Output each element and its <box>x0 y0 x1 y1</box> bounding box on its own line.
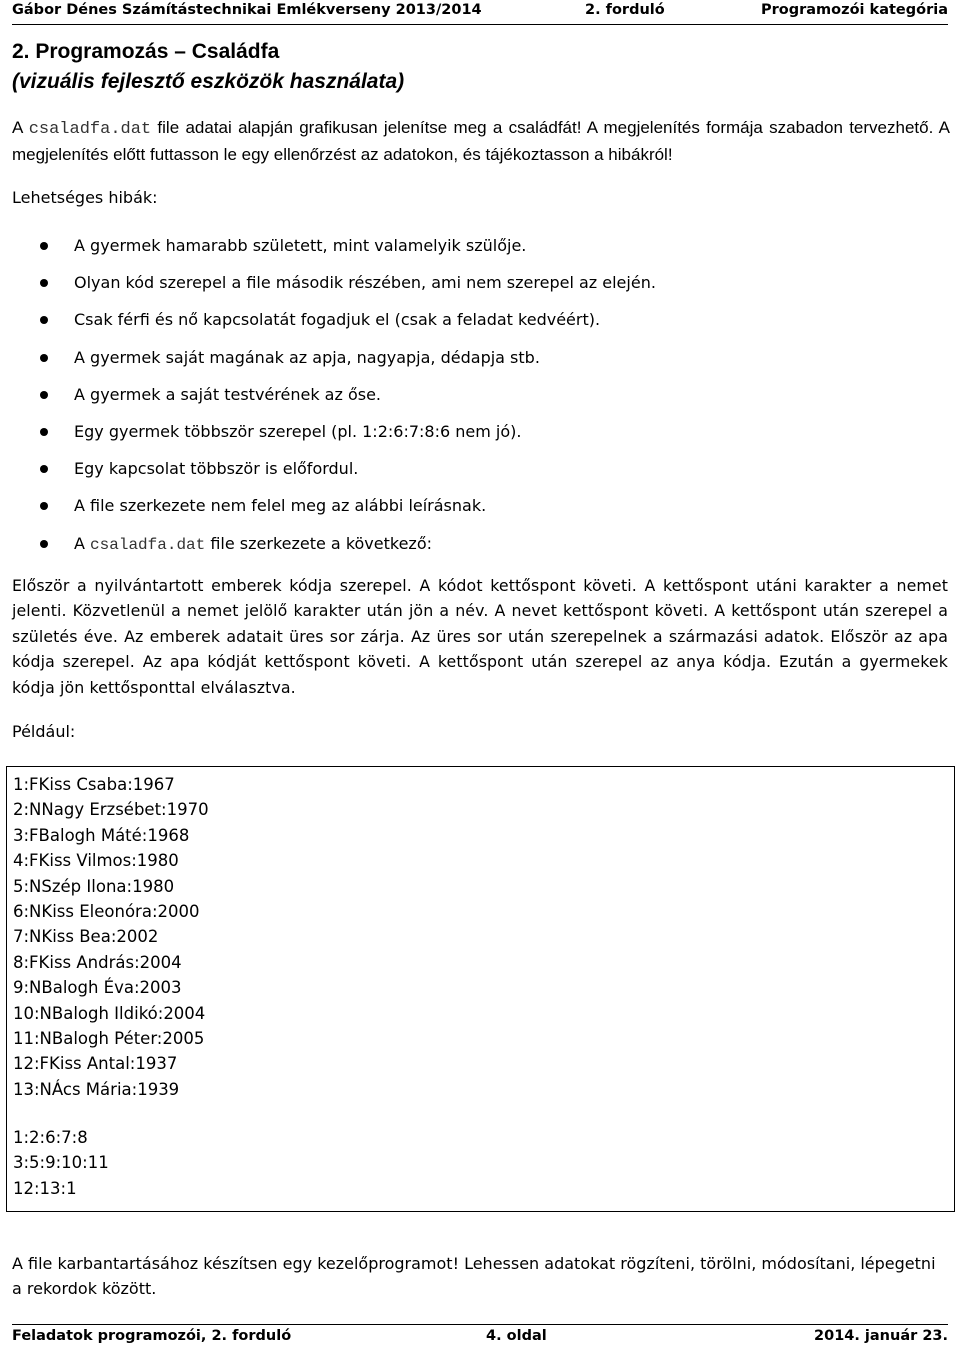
intro-pre: A <box>12 118 29 137</box>
bullet-icon <box>40 428 48 436</box>
footer-left: Feladatok programozói, 2. forduló <box>12 1328 292 1344</box>
bullet-icon <box>40 540 48 548</box>
page-header <box>12 0 948 25</box>
example-line: 13:NÁcs Mária:1939 <box>13 1079 180 1099</box>
intro-post: file adatai alapján grafikusan jelenítse meg a családfát! A megjelenítés formája szabadon tervezhető. A megjelenítés előtt futtasson le egy ellenőrzést az adatokon, és tájékoztasson a hibákról! <box>12 118 951 164</box>
closing-paragraph: A file karbantartásához készítsen egy kezelőprogramot! Lehessen adatokat rögzíteni, törölni, módosítani, lépegetni a rekordok között. <box>12 1254 936 1299</box>
example-line: 9:NBalogh Éva:2003 <box>13 978 182 998</box>
task-title <box>12 37 404 97</box>
header-category: Programozói kategória <box>761 2 948 18</box>
bullet-icon <box>40 316 48 324</box>
list-item: Egy gyermek többször szerepel (pl. 1:2:6:7:8:6 nem jó). <box>40 420 656 457</box>
example-line: 8:FKiss András:2004 <box>13 952 182 972</box>
example-people-lines <box>13 772 209 1102</box>
bullet-icon <box>40 242 48 250</box>
bullet-icon <box>40 354 48 362</box>
file-format-description: Először a nyilvántartott emberek kódja szerepel. A kódot kettőspont követi. A kettőspont utáni karakter a nemet jelenti. Közvetlenül a nemet jelölő karakter után jön a név. A nevet kettőspont követi. A kettőspont után szerepel a születés éve. Az emberek adatait üres sor zárja. Az üres sor után szerepelnek a származási adatok. Először az apa kódja szerepel. Az apa kódját kettőspont követi. A kettőspont után szerepel az anya kódja. Ezután a gyermekek kódja jön kettősponttal elválasztva. <box>12 576 948 697</box>
example-line: 3:5:9:10:11 <box>13 1153 109 1173</box>
bullet-icon <box>40 465 48 473</box>
file-structure-filename: csaladfa.dat <box>90 535 206 554</box>
intro-filename: csaladfa.dat <box>28 120 152 139</box>
example-line: 12:FKiss Antal:1937 <box>13 1054 178 1074</box>
errors-list <box>40 234 656 569</box>
example-line: 5:NSzép Ilona:1980 <box>13 876 175 896</box>
list-item: Csak férfi és nő kapcsolatát fogadjuk el (csak a feladat kedvéért). <box>40 308 656 345</box>
bullet-icon <box>40 502 48 510</box>
footer-page-number: 4. oldal <box>486 1328 547 1344</box>
example-line: 10:NBalogh Ildikó:2004 <box>13 1003 206 1023</box>
example-line: 4:FKiss Vilmos:1980 <box>13 851 179 871</box>
list-item-file-structure: A csaladfa.dat file szerkezete a következő: <box>40 532 656 569</box>
task-title-sub: (vizuális fejlesztő eszközök használata) <box>12 70 405 93</box>
page-footer <box>12 1324 948 1349</box>
errors-label: Lehetséges hibák: <box>12 188 158 207</box>
list-item: Egy kapcsolat többször is előfordul. <box>40 457 656 494</box>
task-title-main: 2. Programozás – Családfa <box>12 40 280 63</box>
example-line: 3:FBalogh Máté:1968 <box>13 825 190 845</box>
bullet-icon <box>40 391 48 399</box>
example-line: 12:13:1 <box>13 1178 77 1198</box>
bullet-icon <box>40 279 48 287</box>
example-line: 1:FKiss Csaba:1967 <box>13 775 175 794</box>
header-round: 2. forduló <box>585 2 665 18</box>
example-line: 2:NNagy Erzsébet:1970 <box>13 800 209 820</box>
list-item: Olyan kód szerepel a file második részében, ami nem szerepel az elején. <box>40 271 656 308</box>
list-item: A file szerkezete nem felel meg az alábbi leírásnak. <box>40 494 656 531</box>
intro-paragraph <box>12 115 950 167</box>
example-line: 11:NBalogh Péter:2005 <box>13 1028 205 1048</box>
list-item: A gyermek a saját testvérének az őse. <box>40 383 656 420</box>
list-item: A gyermek hamarabb született, mint valamelyik szülője. <box>40 234 656 271</box>
example-line: 6:NKiss Eleonóra:2000 <box>13 901 200 921</box>
header-competition-title: Gábor Dénes Számítástechnikai Emlékverseny 2013/2014 <box>12 2 482 18</box>
example-line: 1:2:6:7:8 <box>13 1128 88 1147</box>
list-item: A gyermek saját magának az apja, nagyapja, dédapja stb. <box>40 346 656 383</box>
example-line: 7:NKiss Bea:2002 <box>13 927 159 947</box>
footer-date: 2014. január 23. <box>814 1328 948 1344</box>
example-relation-lines <box>13 1125 109 1201</box>
example-label: Például: <box>12 722 76 741</box>
example-file-box <box>6 766 955 1212</box>
